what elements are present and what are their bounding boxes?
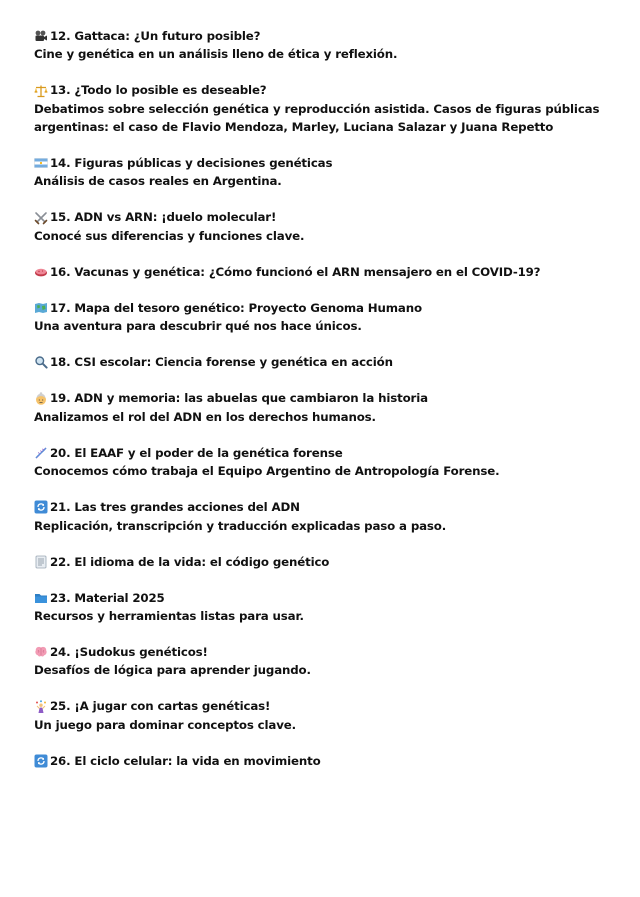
item-title: 21. Las tres grandes acciones del ADN xyxy=(50,500,300,515)
juggler-icon xyxy=(34,700,48,714)
folder-icon xyxy=(34,591,48,605)
item-title: 16. Vacunas y genética: ¿Cómo funcionó el ARN mensajero en el COVID-19? xyxy=(50,264,541,279)
item-title: 12. Gattaca: ¿Un futuro posible? xyxy=(50,29,261,43)
list-item xyxy=(34,697,624,734)
item-description: Conocé sus diferencias y funciones clave. xyxy=(34,228,305,243)
dna-icon xyxy=(34,446,48,460)
item-description: Un juego para dominar conceptos clave. xyxy=(34,717,296,732)
item-title: 13. ¿Todo lo posible es deseable? xyxy=(50,83,267,98)
list-item xyxy=(34,389,624,426)
item-description: Cine y genética en un análisis lleno de ética y reflexión. xyxy=(34,47,398,62)
item-title: 18. CSI escolar: Ciencia forense y genética en acción xyxy=(50,355,393,370)
item-title: 23. Material 2025 xyxy=(50,590,165,605)
list-item xyxy=(34,444,624,481)
item-description: Desafíos de lógica para aprender jugando. xyxy=(34,663,311,678)
item-title: 20. El EAAF y el poder de la genética forense xyxy=(50,445,343,460)
item-description: Debatimos sobre selección genética y reproducción asistida. Casos de figuras públicas argentinas: el caso de Flavio Mendoza, Marley, Luciana Salazar y Juana Repetto xyxy=(34,101,600,134)
list-item xyxy=(34,81,624,136)
item-title: 19. ADN y memoria: las abuelas que cambiaron la historia xyxy=(50,391,428,406)
item-title: 14. Figuras públicas y decisiones genéticas xyxy=(50,156,333,171)
repeat-arrows-icon xyxy=(34,754,48,768)
crossed-swords-icon xyxy=(34,211,48,225)
list-item xyxy=(34,752,624,770)
item-description: Una aventura para descubrir qué nos hace únicos. xyxy=(34,319,362,334)
repeat-arrows-icon xyxy=(34,500,48,514)
item-title: 25. ¡A jugar con cartas genéticas! xyxy=(50,699,271,714)
world-map-icon xyxy=(34,301,48,315)
item-title: 26. El ciclo celular: la vida en movimiento xyxy=(50,753,321,768)
document-icon xyxy=(34,555,48,569)
balance-scale-icon xyxy=(34,84,48,98)
list-item xyxy=(34,263,624,281)
list-item xyxy=(34,589,624,626)
list-item xyxy=(34,643,624,680)
petri-dish-icon xyxy=(34,265,48,279)
grandmother-icon xyxy=(34,392,48,406)
list-item xyxy=(34,553,624,571)
argentina-flag-icon xyxy=(34,156,48,170)
film-camera-icon xyxy=(34,29,48,43)
item-title: 17. Mapa del tesoro genético: Proyecto Genoma Humano xyxy=(50,300,422,315)
item-description: Replicación, transcripción y traducción explicadas paso a paso. xyxy=(34,518,447,533)
list-item xyxy=(34,498,624,535)
list-item xyxy=(34,27,624,64)
item-description: Recursos y herramientas listas para usar. xyxy=(34,609,304,623)
brain-icon xyxy=(34,645,48,659)
item-title: 24. ¡Sudokus genéticos! xyxy=(50,645,208,660)
item-title: 15. ADN vs ARN: ¡duelo molecular! xyxy=(50,210,277,225)
item-title: 22. El idioma de la vida: el código genético xyxy=(50,554,330,569)
list-item xyxy=(34,154,624,191)
topic-list xyxy=(34,27,624,788)
item-description: Conocemos cómo trabaja el Equipo Argentino de Antropología Forense. xyxy=(34,464,500,479)
item-description: Analizamos el rol del ADN en los derechos humanos. xyxy=(34,409,376,424)
list-item xyxy=(34,208,624,245)
magnifying-glass-icon xyxy=(34,355,48,369)
item-description: Análisis de casos reales en Argentina. xyxy=(34,174,282,189)
list-item xyxy=(34,299,624,336)
list-item xyxy=(34,353,624,371)
